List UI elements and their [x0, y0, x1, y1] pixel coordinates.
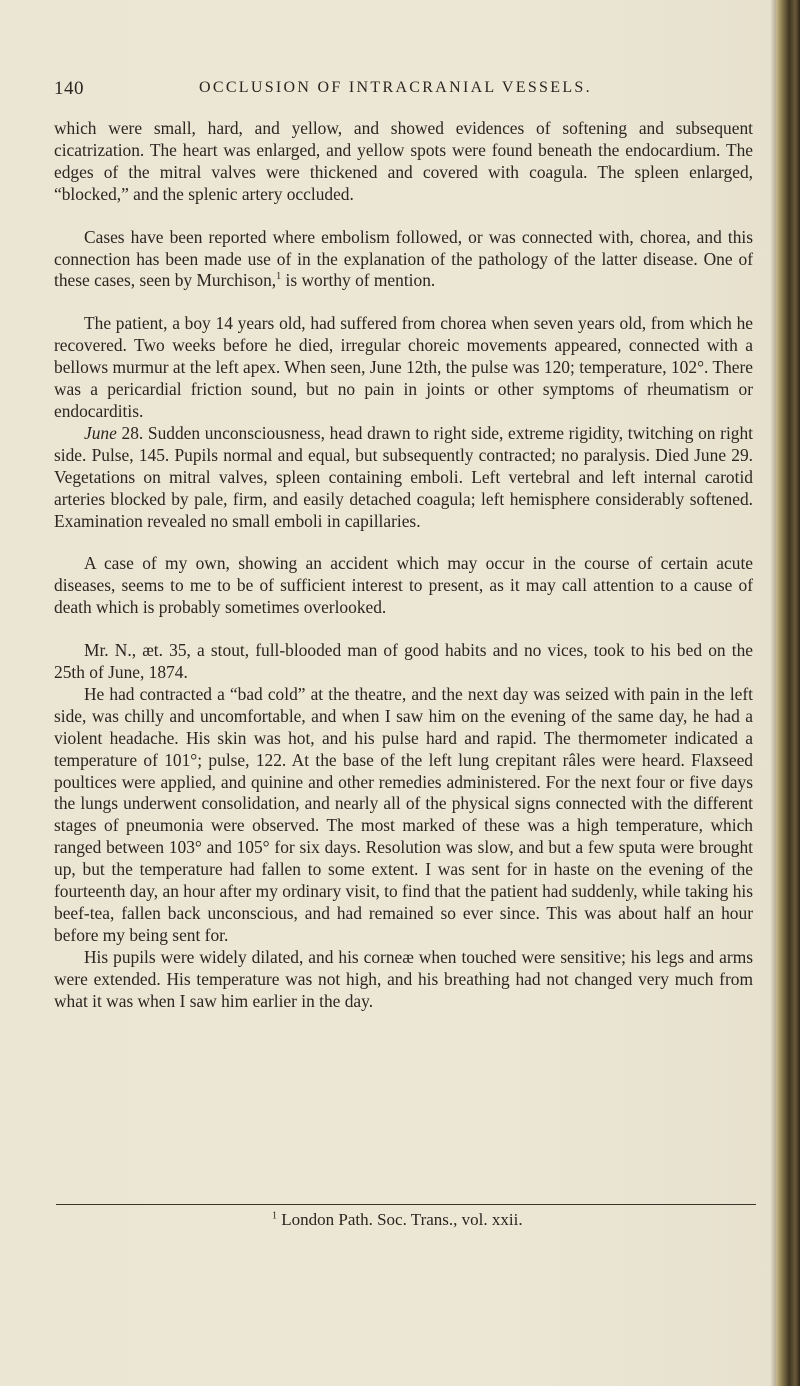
paragraph-4-date-number: 28. [116, 422, 148, 443]
paragraph-8: His pupils were widely dilated, and his corneæ when touched were sensitive; his legs and arms were extended. His temperature was not high, and his breathing had not changed very much from what it was when I saw him earlier in the day. [54, 946, 753, 1011]
running-title: OCCLUSION OF INTRACRANIAL VESSELS. [199, 79, 592, 96]
paragraph-2 [54, 227, 753, 293]
page-header [54, 78, 754, 106]
paragraph-1: which were small, hard, and yellow, and showed evidences of softening and subsequent cicatrization. The heart was enlarged, and yellow spots were found beneath the endocardium. The edges of the mitral valves were thickened and covered with coagula. The spleen enlarged, “blocked,” and the splenic artery occluded. [54, 118, 753, 204]
page-number: 140 [54, 78, 84, 99]
paragraph-6: Mr. N., æt. 35, a stout, full-blooded man of good habits and no vices, took to his bed on the 25th of June, 1874. [54, 640, 753, 683]
paragraph-4-date: June [84, 422, 117, 443]
paragraph-2-text: Cases have been reported where embolism followed, or was connected with, chorea, and this connection has been made use of in the explanation of the pathology of the latter disease. One of these cases, seen by Murchison, [54, 226, 753, 291]
book-spine [776, 0, 800, 1386]
paragraph-5: A case of my own, showing an accident which may occur in the course of certain acute diseases, seems to me to be of sufficient interest to present, as it may call attention to a cause of death which is probably sometimes overlooked. [54, 553, 753, 618]
body-text [54, 118, 753, 1013]
paragraph-3: The patient, a boy 14 years old, had suffered from chorea when seven years old, from which he recovered. Two weeks before he died, irregular choreic movements appeared, connected with a bellows murmur at the left apex. When seen, June 12th, the pulse was 120; temperature, 102°. There was a pericardial friction sound, but no pain in joints or other symptoms of rheumatism or endocarditis. [54, 313, 753, 421]
footnote-marker: 1 [272, 1210, 277, 1222]
footnote-reference[interactable]: 1 [276, 271, 282, 283]
footnote-divider [56, 1204, 756, 1205]
paragraph-2-tail: is worthy of mention. [281, 270, 436, 291]
paragraph-4 [54, 423, 753, 533]
footnote [272, 1210, 523, 1230]
paragraph-4-text: Sudden unconsciousness, head drawn to right side, extreme rigidity, twitching on right side. Pulse, 145. Pupils normal and equal, but subsequently contracted; no paralysis. Died June 29. Vegetations on mitral valves, spleen containing emboli. Left vertebral and left internal carotid arteries blocked by pale, firm, and easily detached coagula; left hemisphere considerably softened. Examination revealed no small emboli in capillaries. [54, 422, 753, 531]
footnote-text: London Path. Soc. Trans., vol. xxii. [277, 1210, 523, 1229]
paragraph-7: He had contracted a “bad cold” at the theatre, and the next day was seized with pain in the left side, was chilly and uncomfortable, and when I saw him on the evening of the same day, he had a violent headache. His skin was hot, and his pulse hard and rapid. The thermometer indicated a temperature of 101°; pulse, 122. At the base of the left lung crepitant râles were heard. Flaxseed poultices were applied, and quinine and other remedies administered. For the next four or five days the lungs underwent consolidation, and nearly all of the physical signs connected with the different stages of pneumonia were observed. The most marked of these was a high temperature, which ranged between 103° and 105° for six days. Resolution was slow, and but a few sputa were brought up, but the temperature had fallen to some extent. I was sent for in haste on the evening of the fourteenth day, an hour after my ordinary visit, to find that the patient had suddenly, while taking his beef-tea, fallen back unconscious, and had remained so ever since. This was about half an hour before my being sent for. [54, 683, 753, 945]
